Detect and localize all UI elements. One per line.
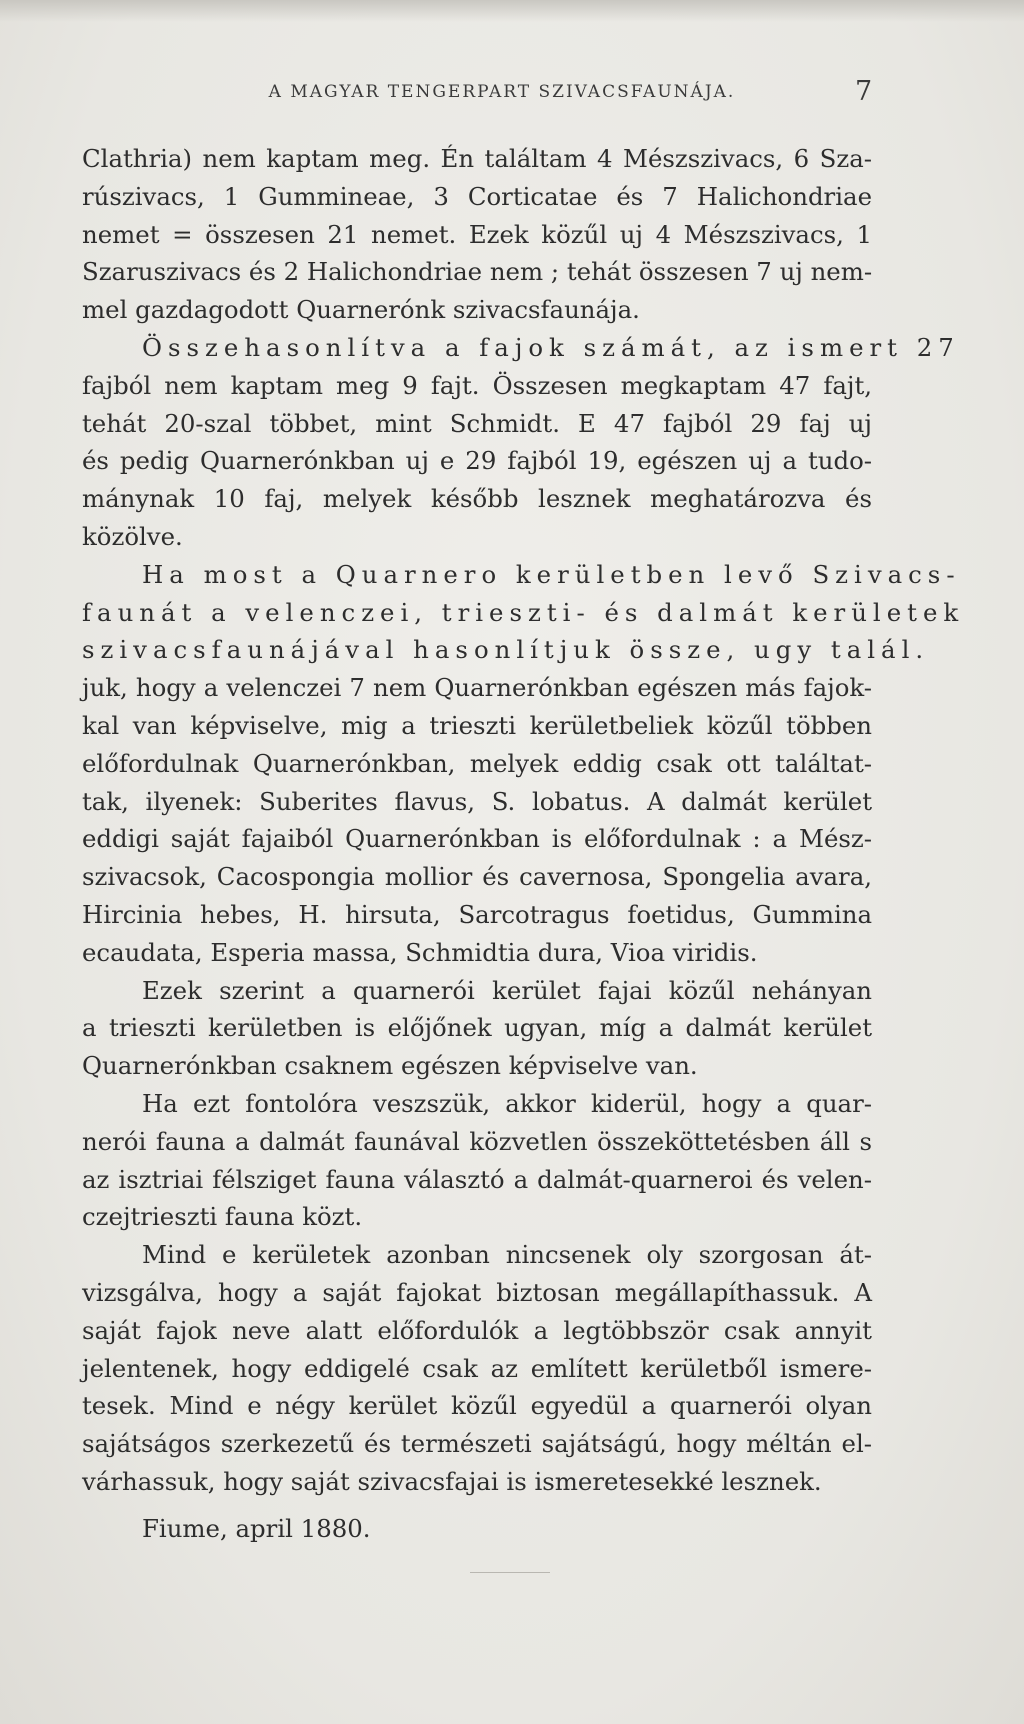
text-line: vizsgálva, hogy a saját fajokat biztosan megállapíthassuk. A <box>82 1277 872 1307</box>
text-line: fajból nem kaptam meg 9 fajt. Összesen megkaptam 47 fajt, <box>82 370 872 400</box>
text-line: tehát 20-szal többet, mint Schmidt. E 47 fajból 29 faj uj <box>82 408 872 438</box>
scan-edge-shadow <box>0 0 1024 22</box>
text-line: Szaruszivacs és 2 Halichondriae nem ; tehát összesen 7 uj nem- <box>82 257 873 287</box>
text-line: szivacsok, Cacospongia mollior és cavernosa, Spongelia avara, <box>82 862 872 892</box>
text-line: szivacsfaunájával hasonlítjuk össze, ugy talál. <box>82 635 930 665</box>
page-number: 7 <box>855 76 873 107</box>
end-rule <box>470 1572 550 1573</box>
text-line: Összehasonlítva a fajok számát, az ismert 27 <box>142 332 960 362</box>
text-line: jelentenek, hogy eddigelé csak az említett kerületből ismere- <box>82 1353 872 1383</box>
text-line: sajátságos szerkezetű és természeti sajátságú, hogy méltán el- <box>82 1429 872 1459</box>
text-line: várhassuk, hogy saját szivacsfajai is ismeretesekké lesznek. <box>82 1466 822 1496</box>
text-line: nerói fauna a dalmát faunával közvetlen összeköttetésben áll s <box>82 1126 872 1156</box>
text-line: rúszivacs, 1 Gummineae, 3 Corticatae és 7 Halichondriae <box>82 181 872 211</box>
text-line: eddigi saját fajaiból Quarnerónkban is előfordulnak : a Mész- <box>82 824 872 854</box>
text-line: saját fajok neve alatt előfordulók a legtöbbször csak annyit <box>82 1315 872 1345</box>
text-line: Hircinia hebes, H. hirsuta, Sarcotragus foetidus, Gummina <box>82 899 872 929</box>
text-line: Ha ezt fontolóra veszszük, akkor kiderül, hogy a quar- <box>142 1088 872 1118</box>
text-line: az isztriai félsziget fauna választó a dalmát-quarneroi és velen- <box>82 1164 872 1194</box>
text-line: közölve. <box>82 521 183 551</box>
text-line: Mind e kerületek azonban nincsenek oly szorgosan át- <box>142 1240 872 1270</box>
text-line: Ezek szerint a quarnerói kerület fajai közűl nehányan <box>142 975 872 1005</box>
running-title: A MAGYAR TENGERPART SZIVACSFAUNÁJA. <box>268 82 736 102</box>
text-line: előfordulnak Quarnerónkban, melyek eddig csak ott találtat- <box>82 748 872 778</box>
text-line: tesek. Mind e négy kerület közűl egyedül a quarnerói olyan <box>82 1391 872 1421</box>
text-line: mel gazdagodott Quarnerónk szivacsfaunája. <box>82 295 640 325</box>
text-line: mánynak 10 faj, melyek később lesznek meghatározva és <box>82 484 872 514</box>
body-text <box>82 140 965 1501</box>
text-line: Clathria) nem kaptam meg. Én találtam 4 Mészszivacs, 6 Sza- <box>82 144 872 173</box>
text-line: Quarnerónkban csaknem egészen képviselve van. <box>82 1051 698 1081</box>
text-line: és pedig Quarnerónkban uj e 29 fajból 19, egészen uj a tudo- <box>82 446 872 476</box>
text-line: juk, hogy a velenczei 7 nem Quarnerónkban egészen más fajok- <box>82 673 872 703</box>
text-line: tak, ilyenek: Suberites flavus, S. lobatus. A dalmát kerület <box>82 786 872 816</box>
text-line: Ha most a Quarnero kerületben levő Szivacs- <box>142 559 961 589</box>
text-line: nemet = összesen 21 nemet. Ezek közűl uj 4 Mészszivacs, 1 <box>82 219 872 249</box>
text-line: czejtrieszti fauna közt. <box>82 1202 363 1232</box>
text-line: a trieszti kerületben is előjőnek ugyan, míg a dalmát kerület <box>82 1013 872 1043</box>
place-date-signature: Fiume, april 1880. <box>142 1514 371 1543</box>
text-line: faunát a velenczei, trieszti- és dalmát kerületek <box>82 597 965 627</box>
text-line: ecaudata, Esperia massa, Schmidtia dura, Vioa viridis. <box>82 937 758 967</box>
text-line: kal van képviselve, mig a trieszti kerületbeliek közűl többen <box>82 710 872 740</box>
